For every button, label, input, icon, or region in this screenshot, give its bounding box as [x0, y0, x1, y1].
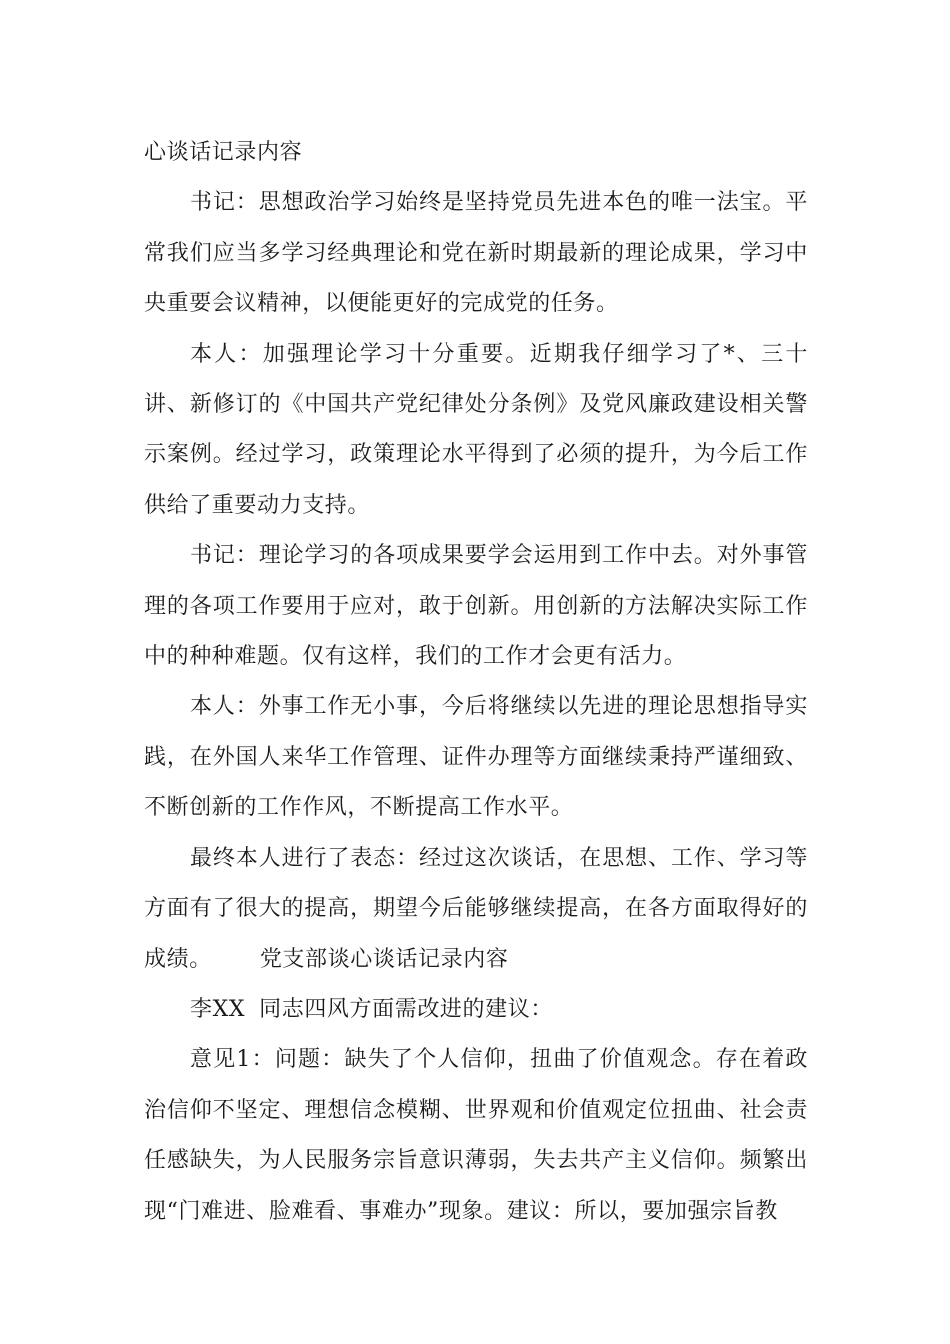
subject-name: 李XX: [190, 996, 246, 1022]
paragraph-self-2: 本人：外事工作无小事，今后将继续以先进的理论思想指导实践，在外国人来华工作管理、证件办理等方面继续秉持严谨细致、不断创新的工作作风，不断提高工作水平。: [144, 694, 808, 821]
section-title: 党支部谈心谈话记录内容: [259, 946, 509, 972]
document-body: [144, 128, 808, 1237]
paragraph-heading-fragment: 心谈话记录内容: [144, 140, 303, 165]
paragraph-opinion-1: 意见1：问题：缺失了个人信仰，扭曲了价值观念。存在着政治信仰不坚定、理想信念模糊、世界观和价值观定位扭曲、社会责任感缺失，为人民服务宗旨意识薄弱，失去共产主义信仰。频繁出现“门难进、脸难看、事难办”现象。建议：所以，要加强宗旨教: [144, 1047, 808, 1224]
paragraph-secretary-2: 书记：理论学习的各项成果要学会运用到工作中去。对外事管理的各项工作要用于应对，敢于创新。用创新的方法解决实际工作中的种种难题。仅有这样，我们的工作才会更有活力。: [144, 543, 808, 670]
paragraph-self-1: 本人：加强理论学习十分重要。近期我仔细学习了*、三十讲、新修订的《中国共产党纪律处分条例》及党风廉政建设相关警示案例。经过学习，政策理论水平得到了必须的提升，为今后工作供给了重要动力支持。: [144, 341, 808, 518]
conclusion-text: 最终本人进行了表态：经过这次谈话，在思想、工作、学习等方面有了很大的提高，期望今后能够继续提高，在各方面取得好的成绩。: [144, 845, 808, 972]
subject-text: 同志四风方面需改进的建议：: [259, 996, 553, 1022]
paragraph-secretary-1: 书记：思想政治学习始终是坚持党员先进本色的唯一法宝。平常我们应当多学习经典理论和党在新时期最新的理论成果，学习中央重要会议精神，以便能更好的完成党的任务。: [144, 190, 808, 317]
paragraph-conclusion: [144, 834, 808, 985]
paragraph-subject: [144, 985, 808, 1035]
